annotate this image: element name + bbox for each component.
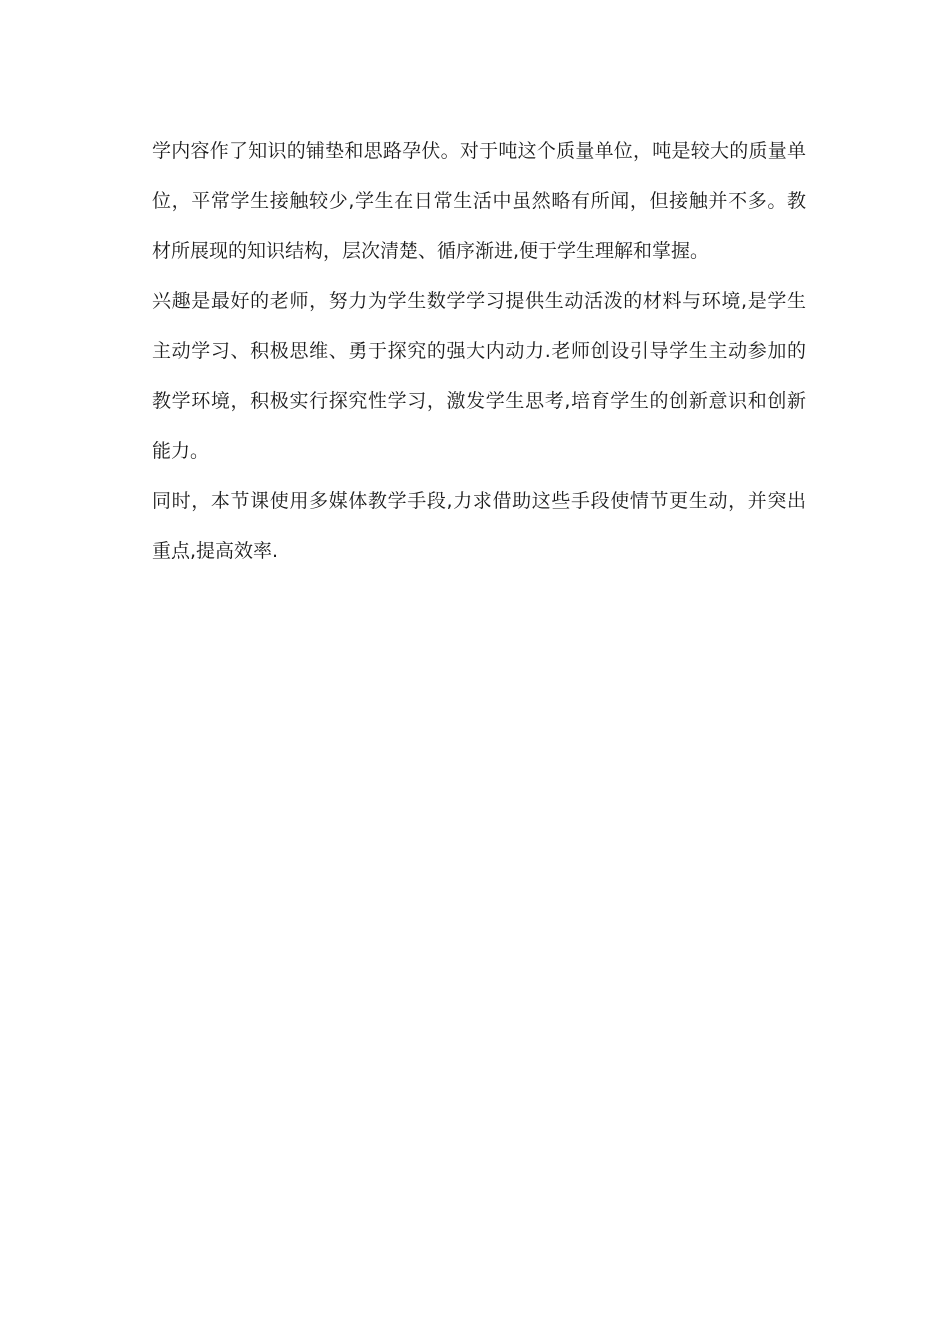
text-line: 主动学习、积极思维、勇于探究的强大内动力.老师创设引导学生主动参加的 <box>152 340 806 362</box>
paragraph-3 <box>152 482 806 582</box>
paragraph-2 <box>152 282 806 482</box>
text-line: 重点,提高效率. <box>152 540 279 562</box>
paragraph-1 <box>152 132 806 282</box>
text-line: 兴趣是最好的老师，努力为学生数学学习提供生动活泼的材料与环境,是学生 <box>152 290 806 312</box>
text-line: 教学环境，积极实行探究性学习，激发学生思考,培育学生的创新意识和创新 <box>152 390 806 412</box>
document-body <box>152 132 806 582</box>
text-line: 材所展现的知识结构，层次清楚、循序渐进,便于学生理解和掌握。 <box>152 240 710 262</box>
text-line: 学内容作了知识的铺垫和思路孕伏。对于吨这个质量单位，吨是较大的质量单 <box>152 140 806 162</box>
text-line: 位，平常学生接触较少,学生在日常生活中虽然略有所闻，但接触并不多。教 <box>152 190 806 212</box>
text-line: 同时，本节课使用多媒体教学手段,力求借助这些手段使情节更生动，并突出 <box>152 490 806 512</box>
text-line: 能力。 <box>152 440 210 462</box>
